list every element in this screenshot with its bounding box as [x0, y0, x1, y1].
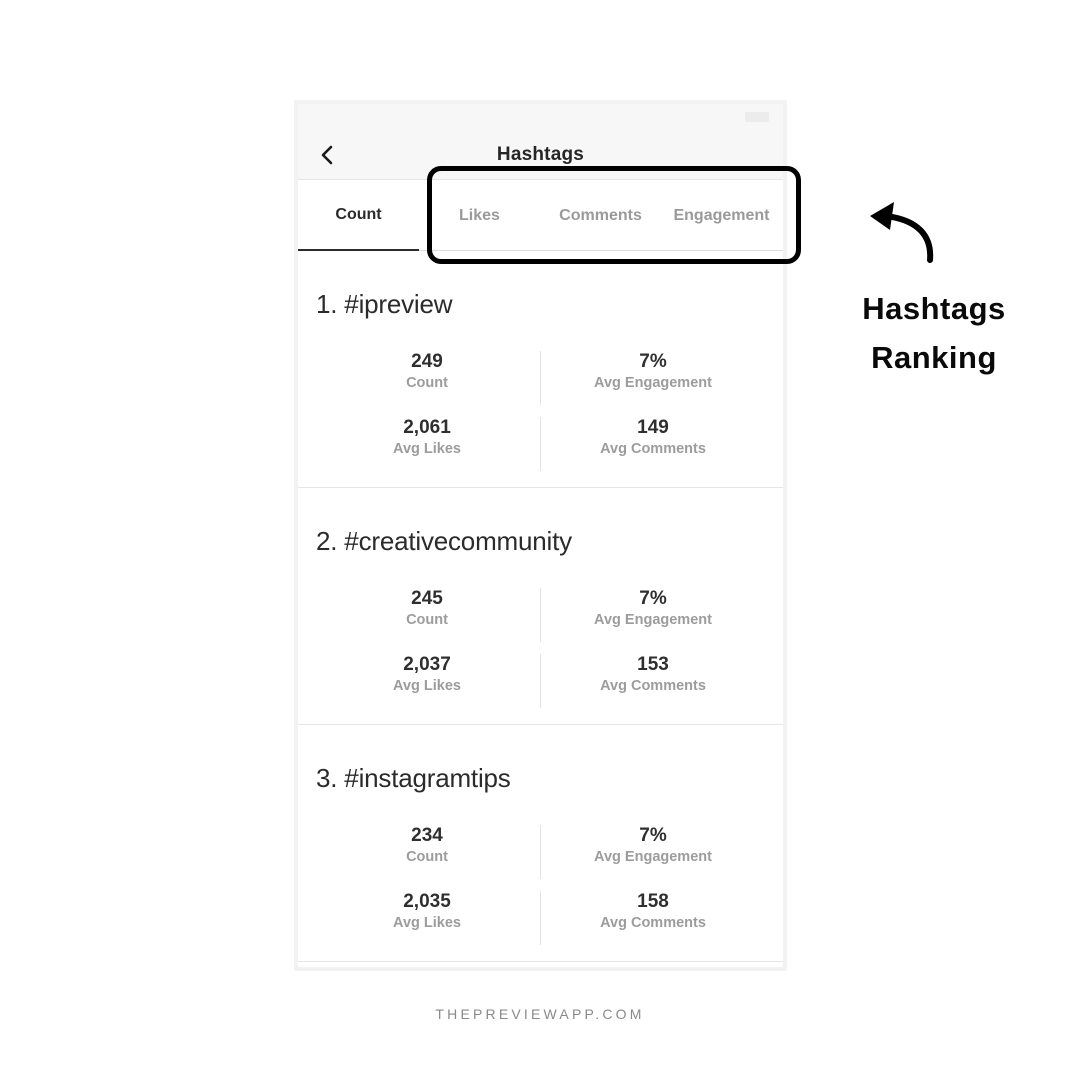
- stat-label: Avg Likes: [393, 678, 461, 694]
- tab-comments[interactable]: Comments: [559, 207, 642, 224]
- stat-value: 153: [637, 654, 669, 675]
- stat-label: Count: [406, 612, 448, 628]
- stat-label: Avg Likes: [393, 441, 461, 457]
- hashtag-title: 3. #instagramtips: [316, 763, 511, 793]
- tab-count[interactable]: Count: [298, 181, 419, 251]
- annotation-line: Ranking: [871, 340, 997, 375]
- hashtag-card[interactable]: [298, 488, 783, 725]
- stat-likes: [312, 891, 542, 933]
- divider: [540, 891, 541, 945]
- stat-engagement: [538, 351, 768, 393]
- curved-arrow-icon: [860, 196, 950, 268]
- divider: [540, 588, 541, 642]
- stat-value: 2,035: [403, 891, 451, 912]
- stat-label: Avg Engagement: [594, 849, 712, 865]
- stat-engagement: [538, 825, 768, 867]
- stat-label: Avg Comments: [600, 678, 706, 694]
- divider: [540, 825, 541, 879]
- stat-value: 7%: [639, 351, 667, 372]
- stat-count: [312, 825, 542, 867]
- highlight-box: [427, 166, 801, 264]
- stat-value: 249: [411, 351, 443, 372]
- annotation-label: [834, 284, 1034, 382]
- stat-comments: [538, 417, 768, 459]
- stat-label: Avg Engagement: [594, 612, 712, 628]
- page-title: Hashtags: [496, 144, 585, 165]
- stat-label: Avg Comments: [600, 915, 706, 931]
- stat-label: Count: [406, 375, 448, 391]
- stat-value: 149: [637, 417, 669, 438]
- stat-likes: [312, 417, 542, 459]
- stat-value: 2,037: [403, 654, 451, 675]
- hashtag-title: 1. #ipreview: [316, 289, 453, 319]
- stat-value: 245: [411, 588, 443, 609]
- hashtag-card[interactable]: [298, 251, 783, 488]
- stat-value: 234: [411, 825, 443, 846]
- divider: [540, 417, 541, 471]
- hashtag-card[interactable]: [298, 725, 783, 962]
- status-bar: [298, 104, 783, 132]
- stat-engagement: [538, 588, 768, 630]
- annotation-line: Hashtags: [862, 291, 1006, 326]
- stat-likes: [312, 654, 542, 696]
- divider: [540, 351, 541, 405]
- tab-likes[interactable]: Likes: [459, 207, 500, 224]
- stat-value: 158: [637, 891, 669, 912]
- battery-icon: [745, 112, 769, 122]
- stat-value: 2,061: [403, 417, 451, 438]
- stat-value: 7%: [639, 825, 667, 846]
- stat-comments: [538, 891, 768, 933]
- stat-count: [312, 588, 542, 630]
- divider: [540, 654, 541, 708]
- stat-label: Count: [406, 849, 448, 865]
- stat-label: Avg Engagement: [594, 375, 712, 391]
- tab-engagement[interactable]: Engagement: [673, 207, 770, 224]
- stat-label: Avg Likes: [393, 915, 461, 931]
- stat-label: Avg Comments: [600, 441, 706, 457]
- stat-count: [312, 351, 542, 393]
- stat-comments: [538, 654, 768, 696]
- stat-value: 7%: [639, 588, 667, 609]
- hashtag-title: 2. #creativecommunity: [316, 526, 572, 556]
- footer-url: THEPREVIEWAPP.COM: [435, 1006, 645, 1022]
